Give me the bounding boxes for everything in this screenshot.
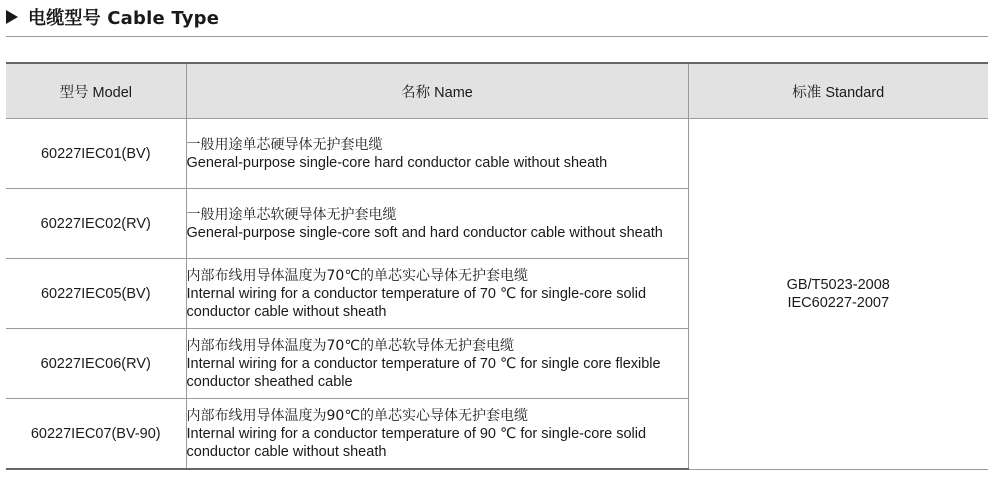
model-cell: 60227IEC01(BV) [6,119,186,189]
standard-cell [688,119,988,470]
header-standard: 标准 Standard [688,63,988,119]
name-cell [186,399,688,470]
name-cell [186,189,688,259]
name-chinese: 内部布线用导体温度为70℃的单芯实心导体无护套电缆 [186,267,529,284]
header-model: 型号 Model [6,63,186,119]
name-cell [186,259,688,329]
model-cell: 60227IEC07(BV-90) [6,399,186,470]
header-name: 名称 Name [186,63,688,119]
standard-iec: IEC60227-2007 [787,294,890,311]
heading-divider [6,36,988,37]
table-header-row [6,63,988,119]
model-cell: 60227IEC02(RV) [6,189,186,259]
name-chinese: 一般用途单芯软硬导体无护套电缆 [186,206,397,223]
name-cell [186,119,688,189]
triangle-bullet-icon [6,10,18,24]
name-english: Internal wiring for a conductor temperature of 70 ℃ for single core flexible conductor sheathed cable [186,355,661,390]
model-cell: 60227IEC06(RV) [6,329,186,399]
section-heading [6,6,219,28]
model-cell: 60227IEC05(BV) [6,259,186,329]
table-row [6,119,988,189]
name-english: General-purpose single-core hard conductor cable without sheath [186,154,608,171]
cable-type-table [6,62,988,470]
standard-gb: GB/T5023-2008 [786,276,890,293]
name-cell [186,329,688,399]
section-title: 电缆型号 Cable Type [28,8,220,29]
name-english: Internal wiring for a conductor temperature of 90 ℃ for single-core solid conductor cable without sheath [186,425,647,460]
name-english: General-purpose single-core soft and hard conductor cable without sheath [186,224,663,241]
name-chinese: 一般用途单芯硬导体无护套电缆 [186,136,383,153]
name-chinese: 内部布线用导体温度为90℃的单芯实心导体无护套电缆 [186,407,529,424]
name-english: Internal wiring for a conductor temperature of 70 ℃ for single-core solid conductor cable without sheath [186,285,647,320]
name-chinese: 内部布线用导体温度为70℃的单芯软导体无护套电缆 [186,337,515,354]
